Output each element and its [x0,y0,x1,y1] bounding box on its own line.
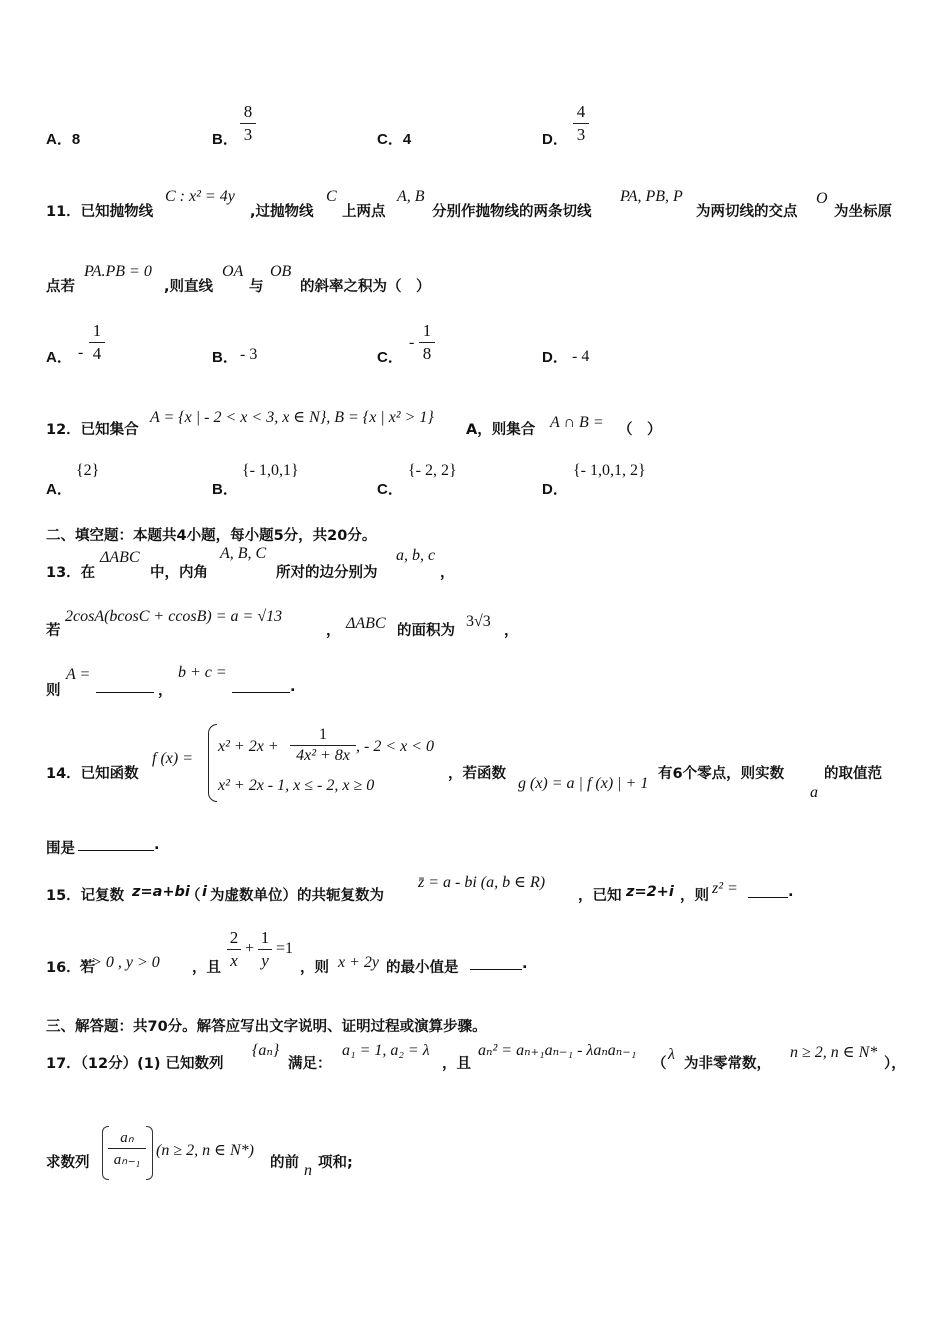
q11-option-b-value: - 3 [240,346,258,363]
q16-text-5: . [522,956,528,972]
q12-text-3: （ ） [618,422,662,438]
q17-text-4: （ [652,1056,667,1072]
q15-text-4: ，已知 [578,888,622,904]
q13-text-6: ， [326,623,341,639]
q13-text-5: 若 [46,623,61,639]
numerator: 8 [243,102,253,121]
q13-text-7: 的面积为 [397,623,455,639]
q14-text-6: . [154,837,160,853]
q11-text-3: 上两点 [342,204,386,220]
q17-text-8: 的前 [270,1155,299,1171]
q12-option-a-label: A． [46,481,72,498]
q17-math-3: aₙ² = aₙ₊₁aₙ₋₁ - λaₙaₙ₋₁ [478,1042,637,1059]
q16-fraction-1 [227,928,241,971]
q11-text-7: 点若 [46,279,75,295]
q11-option-a-label: A． [46,349,72,366]
q13-math-4: 2cosA(bcosC + ccosB) = a = √13 [65,608,283,625]
q14-text-5: 围是 [46,841,75,857]
q11-math-3: A, B [397,188,425,205]
q17-math-7: n [304,1162,312,1179]
q13-math-8: b + c = [178,664,227,681]
q15-answer-blank [748,897,788,898]
q13-text-11: . [290,679,296,695]
denominator: 4x² + 8x [296,747,350,764]
numerator: 1 [260,928,270,947]
q17-math-5: n ≥ 2, n ∈ N* [790,1044,878,1061]
q15-text-6: . [788,884,794,900]
q16-math-1: x > 0 , y > 0 [80,954,160,971]
q13-text-8: ， [504,623,519,639]
q16-fraction-2 [258,928,272,971]
q13-text-3: 所对的边分别为 [276,565,378,581]
q17-math-2: a₁ = 1, a₂ = λ [342,1042,430,1059]
q16-text-3: ，则 [300,960,329,976]
q14-text-2: ，若函数 [448,766,506,782]
q12-option-c-value: {- 2, 2} [408,462,457,479]
q17-text-3: ，且 [442,1056,471,1072]
q15-text-1: 15．记复数 [46,888,125,904]
q16-equals: =1 [276,940,294,957]
q12-text-1: 12．已知集合 [46,422,139,438]
numerator: 2 [229,928,239,947]
q17-right-brace [146,1126,153,1180]
q11-math-8: OB [270,263,292,280]
q14-text-3: 有6个零点，则实数 [658,766,785,782]
q12-option-b-label: B． [212,481,238,498]
q13-answer-blank-a [96,692,154,693]
q11-option-c-sign: - [409,334,415,351]
q13-text-2: 中，内角 [150,565,208,581]
q11-text-5: 为两切线的交点 [696,204,798,220]
q11-math-2: C [326,188,337,205]
q14-answer-blank [78,850,154,851]
q11-option-a-sign: - [78,344,84,361]
q13-math-6: 3√3 [466,613,491,630]
q11-text-6: 为坐标原 [834,204,892,220]
q10-option-b-label: B． [212,131,238,148]
q12-option-d-value: {- 1,0,1, 2} [573,462,646,479]
denominator: 3 [576,125,586,144]
q15-text-2: （ [186,888,201,904]
q11-math-1: C : x² = 4y [165,188,235,205]
denominator: aₙ₋₁ [113,1152,141,1168]
q11-option-d-value: - 4 [572,348,590,365]
q11-option-b-label: B． [212,349,238,366]
q11-option-a-fraction [89,321,105,364]
q17-ratio-fraction [108,1128,146,1169]
q11-text-1: 11．已知抛物线 [46,204,154,220]
q15-text-3: 为虚数单位）的共轭复数为 [210,888,384,904]
q11-option-d-label: D． [542,349,568,366]
q11-math-4: PA, PB, P [620,188,683,205]
q10-option-d-label: D． [542,131,568,148]
q13-text-9: 则 [46,683,61,699]
q13-math-3: a, b, c [396,547,436,564]
q17-text-5: 为非零常数， [684,1056,771,1072]
q17-math-6: (n ≥ 2, n ∈ N*) [156,1142,254,1159]
q13-math-2: A, B, C [220,545,267,562]
q13-math-5: ΔABC [346,615,386,632]
q13-text-1: 13．在 [46,565,96,581]
q13-text-4: ， [440,565,455,581]
q11-option-c-label: C． [377,349,403,366]
q17-text-7: 求数列 [46,1155,90,1171]
q12-option-a-value: {2} [76,462,100,479]
q10-option-a: A．8 [46,131,81,148]
denominator: 3 [243,125,253,144]
q11-text-10: 的斜率之积为（ ） [300,279,431,295]
q15-math-3: z̄ = a - bi (a, b ∈ R) [418,874,546,891]
q14-math-1: f (x) = [152,750,193,767]
q17-text-9: 项和; [318,1155,353,1171]
q12-option-c-label: C． [377,481,403,498]
q11-math-5: O [816,190,828,207]
numerator: aₙ [120,1130,134,1146]
q16-plus: + [245,940,255,957]
q15-math-4: z=2+i [626,884,674,900]
q13-text-10: ， [158,683,173,699]
q14-row1-b: , - 2 < x < 0 [356,738,435,755]
numerator: 1 [92,321,102,340]
q11-text-8: ,则直线 [164,279,214,295]
q13-math-7: A = [66,666,91,683]
q14-row1-fraction [290,726,356,765]
q16-answer-blank [470,969,522,970]
q12-math-2: A ∩ B = [550,414,604,431]
numerator: 1 [422,321,432,340]
q11-math-6: PA.PB = 0 [84,263,152,280]
denominator: 8 [422,344,432,363]
q17-math-4: λ [668,1046,675,1063]
q10-option-d-fraction [573,102,589,145]
q17-text-2: 满足： [288,1056,332,1072]
q16-text-2: ，且 [192,960,221,976]
q17-text-1: 17．（12分）(1) 已知数列 [46,1056,224,1072]
denominator: y [261,951,269,970]
numerator: 1 [319,726,327,743]
q14-row2: x² + 2x - 1, x ≤ - 2, x ≥ 0 [218,777,375,794]
q15-text-5: ，则 [680,888,709,904]
q11-text-9: 与 [249,279,264,295]
q11-math-7: OA [222,263,244,280]
q14-piecewise-brace [208,724,217,802]
section-solution-heading: 三、解答题：共70分。解答应写出文字说明、证明过程或演算步骤。 [46,1019,487,1035]
q12-math-1: A = {x | - 2 < x < 3, x ∈ N}, B = {x | x² > 1} [150,409,434,426]
q15-math-2: i [202,884,207,900]
q13-math-1: ΔABC [100,549,140,566]
q14-text-4: 的取值范 [824,766,882,782]
q12-option-d-label: D． [542,481,568,498]
q12-text-2: A，则集合 [466,422,536,438]
denominator: 4 [92,344,102,363]
q16-text-1: 16．若 [46,960,96,976]
q11-text-2: ,过抛物线 [250,204,314,220]
q10-option-c: C．4 [377,131,412,148]
q15-math-5: z² = [712,880,738,897]
q12-option-b-value: {- 1,0,1} [242,462,299,479]
q16-text-4: 的最小值是 [386,960,459,976]
numerator: 4 [576,102,586,121]
q14-math-3: a [810,784,818,801]
q16-math-2: x + 2y [338,954,379,971]
q15-math-1: z=a+bi [132,884,190,900]
denominator: x [230,951,238,970]
q14-row1-a: x² + 2x + [218,738,279,755]
section-fill-in-heading: 二、填空题：本题共4小题，每小题5分，共20分。 [46,528,377,544]
q14-text-1: 14．已知函数 [46,766,139,782]
q17-math-1: {aₙ} [252,1042,280,1059]
q11-text-4: 分别作抛物线的两条切线 [432,204,592,220]
q13-answer-blank-bc [232,692,290,693]
q17-text-6: ）， [884,1056,906,1072]
q11-option-c-fraction [419,321,435,364]
q10-option-b-fraction [240,102,256,145]
q14-math-2: g (x) = a | f (x) | + 1 [518,775,649,792]
